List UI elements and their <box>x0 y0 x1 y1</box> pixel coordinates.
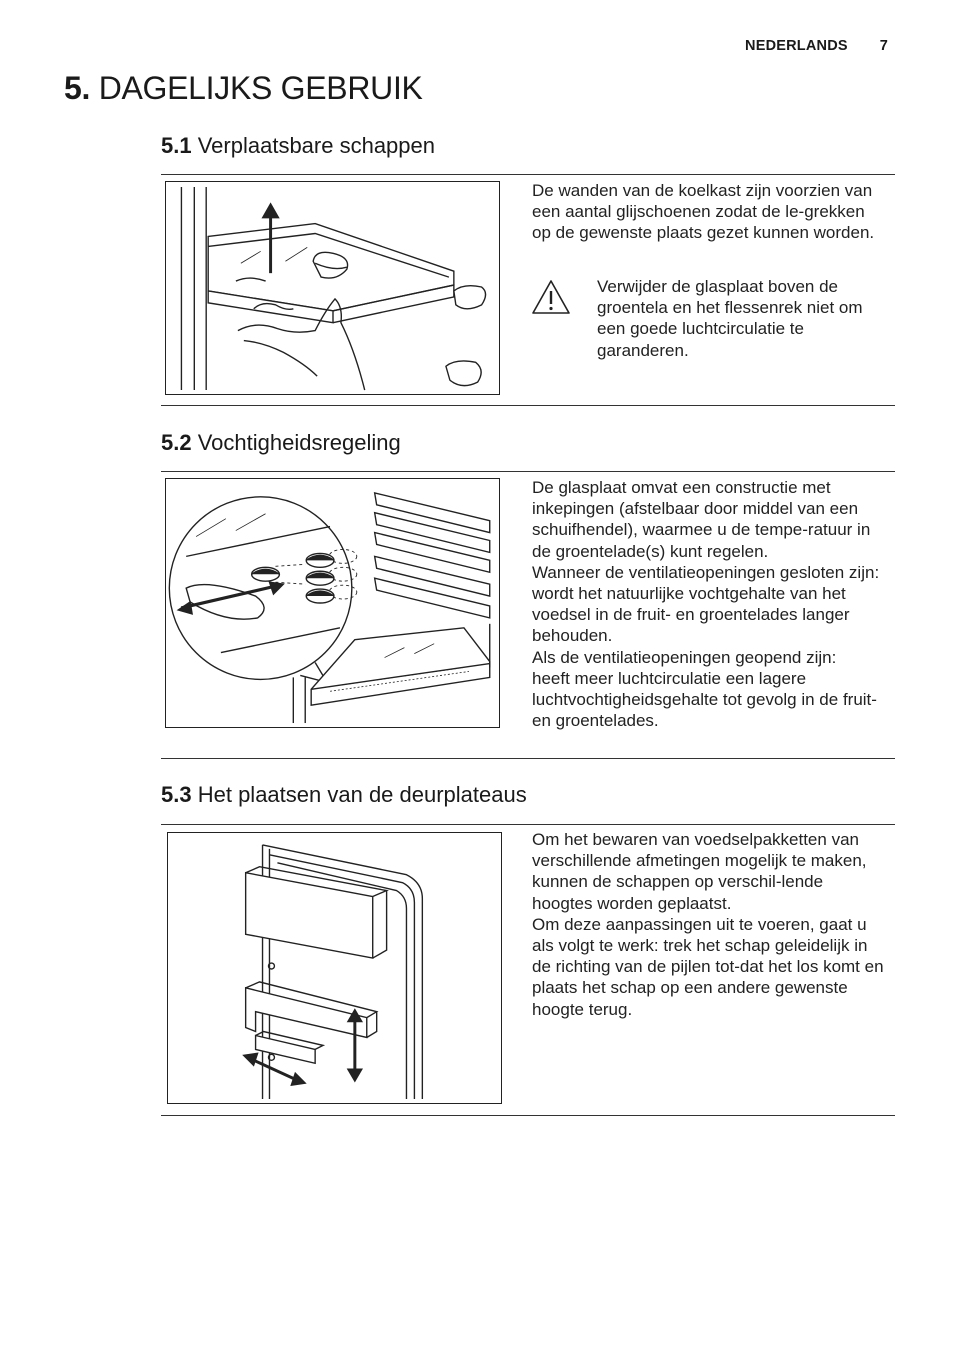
header-language: NEDERLANDS <box>745 38 848 54</box>
section-title-5-2 <box>161 430 401 456</box>
section-number: 5.2 <box>161 430 192 455</box>
paragraph: Om het bewaren van voedselpakketten van verschillende afmetingen mogelijk te maken, kunnen de schappen op verschil-lende hoogtes worden geplaatst. <box>532 830 867 913</box>
section-5-1-text <box>532 180 884 244</box>
paragraph: heeft meer luchtcirculatie een lagere luchtvochtigheidsgehalte tot gevolg in de fruit- en groentelades. <box>532 668 877 731</box>
warning-triangle-icon <box>531 279 571 315</box>
paragraph: Als de ventilatieopeningen geopend zijn: <box>532 647 837 667</box>
section-number: 5.3 <box>161 782 192 807</box>
section-title-text: Verplaatsbare schappen <box>197 133 436 158</box>
section-title-text: Vochtigheidsregeling <box>197 430 401 455</box>
section-title-text: Het plaatsen van de deurplateaus <box>197 782 527 807</box>
shelf-illustration <box>165 181 500 395</box>
paragraph: Om deze aanpassingen uit te voeren, gaat u als volgt te werk: trek het schap geleidelijk in de richting van de pijlen tot-dat het los komt en plaats het schap op een andere gewenste hoogte terug. <box>532 914 884 1019</box>
shelf-drawing <box>166 182 499 394</box>
humidity-drawing <box>166 479 499 727</box>
section-title-5-3 <box>161 782 527 808</box>
section-title-5-1 <box>161 133 435 159</box>
section-5-3-text <box>532 829 884 1020</box>
section-number: 5.1 <box>161 133 192 158</box>
chapter-number: 5. <box>64 70 91 106</box>
humidity-control-illustration <box>165 478 500 728</box>
section-rule-bottom <box>161 758 895 759</box>
paragraph: wordt het natuurlijke vochtgehalte van het voedsel in de fruit- en groentelades langer behouden. <box>532 584 850 646</box>
paragraph: De glasplaat omvat een constructie met inkepingen (afstelbaar door middel van een schuifhendel), waarmee u de tempe-ratuur in de groentelade(s) kunt regelen. <box>532 478 871 561</box>
chapter-title-text: DAGELIJKS GEBRUIK <box>98 70 423 106</box>
door-shelf-drawing <box>168 833 501 1103</box>
section-rule-top <box>161 471 895 472</box>
chapter-title <box>64 70 423 107</box>
section-rule-bottom <box>161 405 895 406</box>
page-header <box>745 38 888 54</box>
section-rule-top <box>161 824 895 825</box>
page-number: 7 <box>879 38 888 54</box>
paragraph: Wanneer de ventilatieopeningen gesloten zijn: <box>532 562 880 582</box>
warning-text: Verwijder de glasplaat boven de groentela en het flessenrek niet om een goede luchtcirculatie te garanderen. <box>597 277 863 360</box>
section-5-2-text <box>532 477 884 731</box>
door-shelf-illustration <box>167 832 502 1104</box>
paragraph: De wanden van de koelkast zijn voorzien van een aantal glijschoenen zodat de le-grekken op de gewenste plaats gezet kunnen worden. <box>532 181 875 243</box>
section-rule-top <box>161 174 895 175</box>
section-rule-bottom <box>161 1115 895 1116</box>
